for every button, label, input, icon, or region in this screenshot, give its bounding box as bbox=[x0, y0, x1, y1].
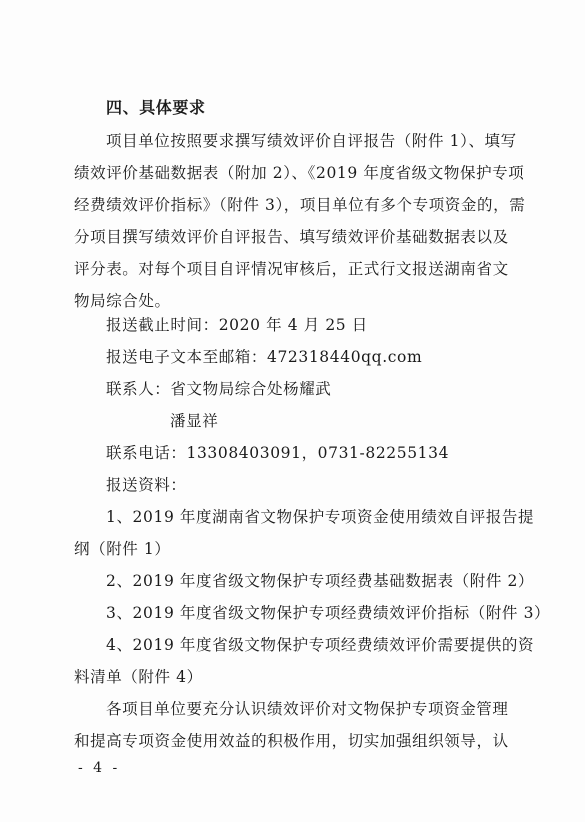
materials-item: 3、2019 年度省级文物保护专项经费绩效评价指标（附件 3） bbox=[106, 604, 551, 622]
page-number: - 4 - bbox=[78, 760, 121, 776]
materials-item-continued: 料清单（附件 4） bbox=[74, 668, 203, 686]
paragraph-line: 各项目单位要充分认识绩效评价对文物保护专项资金管理 bbox=[106, 700, 509, 718]
paragraph-line: 和提高专项资金使用效益的积极作用，切实加强组织领导，认 bbox=[74, 732, 509, 750]
deadline-line: 报送截止时间：2020 年 4 月 25 日 bbox=[106, 316, 368, 334]
paragraph-line: 评分表。对每个项目自评情况审核后，正式行文报送湖南省文 bbox=[74, 260, 509, 278]
paragraph-line: 分项目撰写绩效评价自评报告、填写绩效评价基础数据表以及 bbox=[74, 228, 509, 246]
contact-name-line: 潘显祥 bbox=[170, 412, 219, 430]
section-heading: 四、具体要求 bbox=[106, 98, 206, 117]
materials-item: 4、2019 年度省级文物保护专项经费绩效评价需要提供的资 bbox=[106, 636, 535, 654]
materials-heading: 报送资料： bbox=[106, 476, 187, 494]
paragraph-line: 经费绩效评价指标》（附件 3），项目单位有多个专项资金的，需 bbox=[74, 196, 526, 214]
paragraph-line: 项目单位按照要求撰写绩效评价自评报告（附件 1）、填写 bbox=[106, 132, 517, 150]
phone-line: 联系电话：13308403091，0731-82255134 bbox=[106, 444, 450, 462]
materials-item: 1、2019 年度湖南省文物保护专项资金使用绩效自评报告提 bbox=[106, 508, 535, 526]
materials-item: 2、2019 年度省级文物保护专项经费基础数据表（附件 2） bbox=[106, 572, 535, 590]
contact-line: 联系人：省文物局综合处杨耀武 bbox=[106, 380, 332, 398]
paragraph-line: 物局综合处。 bbox=[74, 292, 171, 310]
paragraph-line: 绩效评价基础数据表（附加 2）、《2019 年度省级文物保护专项 bbox=[74, 164, 525, 182]
email-line: 报送电子文本至邮箱：472318440qq.com bbox=[106, 348, 423, 366]
materials-item-continued: 纲（附件 1） bbox=[74, 540, 171, 558]
